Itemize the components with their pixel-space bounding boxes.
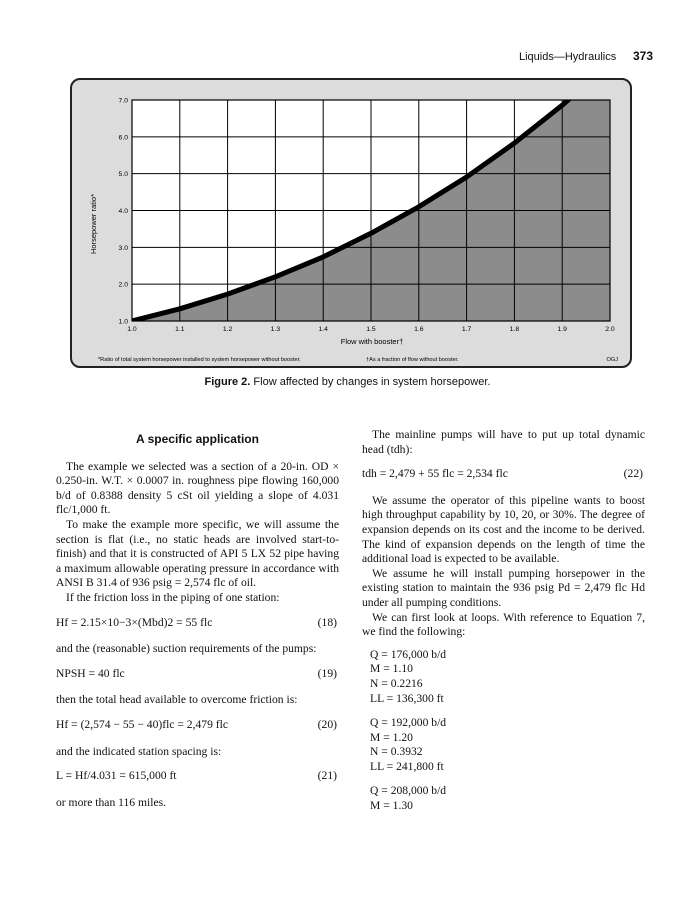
x-tick-label: 2.0: [605, 326, 615, 333]
equation-text: tdh = 2,479 + 55 flc = 2,534 flc: [362, 467, 508, 481]
value-line: M = 1.10: [370, 662, 413, 676]
y-axis-label: Horsepower ratio*: [89, 193, 98, 255]
equation-number: (18): [317, 615, 337, 629]
paragraph: The mainline pumps will have to put up total dynamic head (tdh):: [362, 428, 645, 456]
equation-text: L = Hf/4.031 = 615,000 ft: [56, 769, 177, 783]
x-tick-label: 1.4: [318, 326, 328, 333]
y-tick-label: 3.0: [118, 244, 128, 252]
value-line: Q = 192,000 b/d: [370, 716, 447, 730]
loop-case-3: [370, 784, 645, 813]
loop-case-2: [370, 716, 645, 774]
paragraph: If the friction loss in the piping of one station:: [66, 590, 280, 604]
equation-number: (20): [317, 717, 337, 731]
paragraph: To make the example more specific, we will assume the section is flat (i.e., no static heads are involved start-to-finish) and that it is constructed of API 5 LX 52 pipe having a maximum allowable operating pressure in accordance with ANSI B 31.4 of 936 psig = 2,574 flc of oil.: [56, 517, 339, 590]
paragraph: then the total head available to overcome friction is:: [56, 693, 298, 707]
value-line: M = 1.20: [370, 730, 413, 744]
figure-caption-text: Flow affected by changes in system horsepower.: [253, 376, 491, 388]
y-tick-label: 6.0: [118, 134, 128, 142]
x-tick-label: 1.8: [509, 326, 520, 333]
x-tick-label: 1.3: [270, 326, 281, 333]
value-line: N = 0.2216: [370, 676, 423, 690]
running-head: [519, 49, 653, 63]
paragraph: The example we selected was a section of a 20-in. OD × 0.250-in. W.T. × 0.0007 in. roughness pipe flowing 160,000 b/d of 0.8388 density 5 cSt oil yielding a slope of 4.031 flc/1,000 ft.: [56, 459, 339, 517]
y-tick-label: 4.0: [118, 208, 128, 215]
equation-text: Hf = 2.15×10−3×(Mbd)2 = 55 flc: [56, 615, 213, 629]
value-line: M = 1.30: [370, 799, 413, 813]
equation-number: (19): [317, 666, 337, 680]
equation-18: [56, 616, 339, 631]
paragraph: We assume the operator of this pipeline wants to boost high throughput capability by 10, 20, or 30%. The degree of expansion depends on its cost and the income to be derived. The kind of expansion depends on the length of time the additional load is expected to be available.: [362, 493, 645, 566]
value-line: N = 0.3932: [370, 745, 423, 759]
x-tick-label: 1.7: [461, 326, 472, 333]
value-line: LL = 136,300 ft: [370, 691, 444, 705]
equation-number: (22): [623, 467, 643, 481]
y-tick-label: 5.0: [118, 171, 128, 179]
paragraph: and the (reasonable) suction requirements of the pumps:: [56, 642, 317, 656]
equation-22: [362, 467, 645, 482]
chart: [70, 78, 632, 368]
equation-20: [56, 718, 339, 733]
x-tick-label: 1.0: [127, 326, 137, 333]
y-tick-label: 1.0: [118, 318, 128, 326]
figure-caption: [0, 376, 695, 388]
equation-text: NPSH = 40 flc: [56, 666, 125, 680]
equation-21: [56, 769, 339, 784]
value-line: LL = 241,800 ft: [370, 759, 444, 773]
equation-number: (21): [317, 769, 337, 783]
equation-text: Hf = (2,574 − 55 − 40)flc = 2,479 flc: [56, 717, 229, 731]
x-axis-label: Flow with booster†: [340, 337, 404, 346]
value-line: Q = 208,000 b/d: [370, 784, 447, 798]
y-tick-label: 2.0: [118, 281, 128, 289]
page-number: 373: [632, 49, 653, 63]
paragraph: or more than 116 miles.: [56, 795, 167, 809]
loop-case-1: [370, 648, 645, 706]
running-head-section: Liquids—Hydraulics: [519, 51, 617, 63]
value-line: Q = 176,000 b/d: [370, 647, 447, 661]
figure-footnote-right: †As a fraction of flow without booster.: [366, 357, 459, 363]
figure-caption-label: Figure 2.: [204, 376, 251, 388]
x-tick-label: 1.6: [414, 326, 424, 333]
x-tick-label: 1.1: [175, 326, 185, 333]
y-tick-label: 7.0: [118, 97, 128, 105]
equation-19: [56, 667, 339, 682]
left-column: [56, 428, 339, 810]
figure-footnote-left: *Ratio of total system horsepower installed to system horsepower without booster.: [98, 357, 301, 363]
section-heading: A specific application: [136, 432, 259, 446]
figure-credit: OGJ: [606, 357, 618, 363]
paragraph: We assume he will install pumping horsepower in the existing station to maintain the 936 psig Pd = 2,479 flc Hd under all pumping conditions.: [362, 566, 645, 609]
x-tick-label: 1.5: [366, 326, 376, 333]
right-column: [362, 428, 645, 824]
x-tick-label: 1.2: [222, 326, 233, 333]
paragraph: and the indicated station spacing is:: [56, 744, 222, 758]
x-tick-label: 1.9: [557, 326, 567, 333]
paragraph: We can first look at loops. With reference to Equation 7, we find the following:: [362, 610, 645, 639]
